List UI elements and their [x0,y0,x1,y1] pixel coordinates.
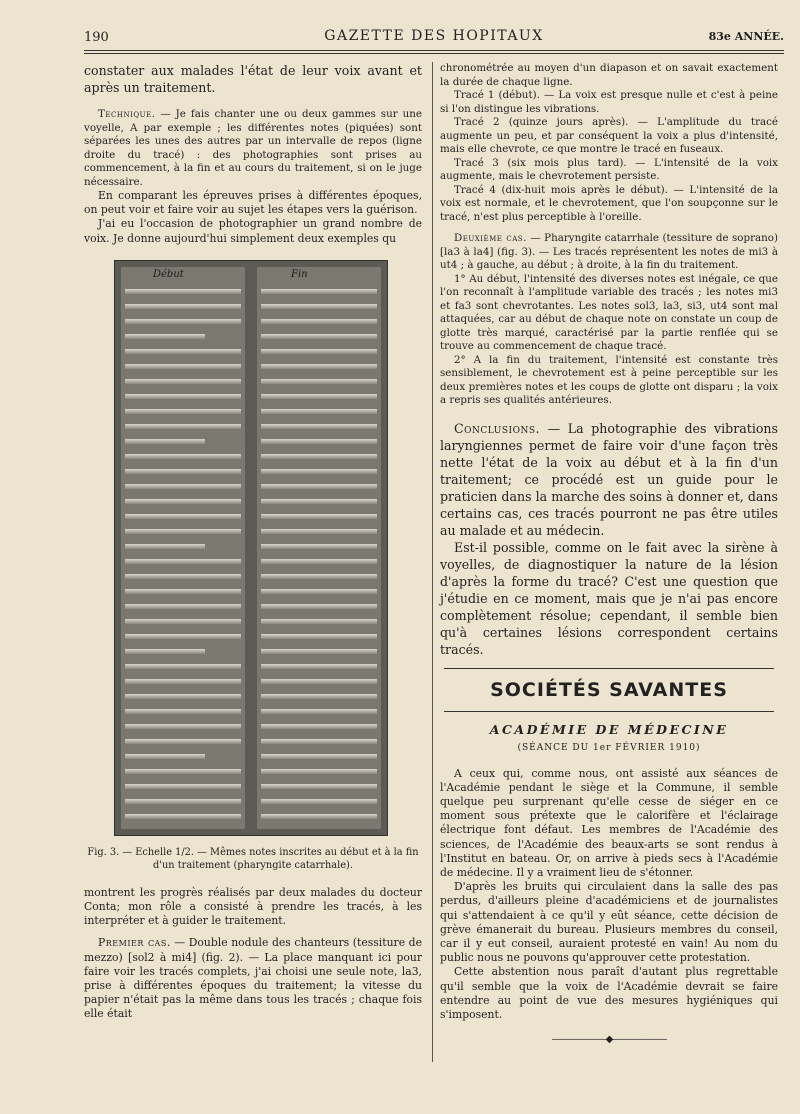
vibration-trace [125,709,241,714]
end-ornament: ——————◆—————— [551,1034,667,1046]
vibration-trace [261,364,377,369]
figure-3-photograph [114,260,388,836]
vibration-trace [261,319,377,324]
vibration-trace [261,334,377,339]
vibration-trace [261,289,377,294]
column-divider [432,62,433,1062]
vibration-trace [261,469,377,474]
left-column [84,62,422,1022]
paragraph-technique [84,108,422,189]
trace-4: Tracé 4 (dix-huit mois après le début). — L'intensité de la voix est normale, et le chevrotement, que l'on soupçonne sur le tracé, n'est plus perceptible à l'oreille. [440,183,778,223]
vibration-trace [125,784,241,789]
section-heading-societies: SOCIÉTÉS SAVANTES [490,678,728,701]
paragraph-chrono: chronométrée au moyen d'un diapason et on savait exactement la durée de chaque ligne. [440,62,778,88]
vibration-trace [125,649,205,654]
vibration-trace [125,289,241,294]
header-rule [84,50,784,51]
figure-panel-debut [121,267,245,829]
header-rule-double [84,53,784,54]
vibration-trace [125,424,241,429]
vibration-trace [261,499,377,504]
paragraph-second-case [440,232,778,273]
paragraph-question: Est-il possible, comme on le fait avec la sirène à voyelles, de diagnostiquer la nature de la lésion d'après la forme du tracé? C'est une question que j'étudie en ce moment, mais que je n'ai pas encore complètement résolue; cependant, il semble bien qu'à certaines lésions correspondent certains tracés. [440,539,778,657]
trace-3: Tracé 3 (six mois plus tard). — L'intensité de la voix augmente, mais le chevrotement persiste. [440,156,778,182]
vibration-trace [125,619,241,624]
vibration-trace [125,454,241,459]
vibration-trace [261,559,377,564]
vibration-trace [261,529,377,534]
vibration-trace [261,439,377,444]
technique-heading: Technique. [98,108,156,120]
vibration-trace [261,619,377,624]
panel-label-debut: Début [153,268,184,280]
figure-panel-fin [257,267,381,829]
vibration-trace [125,604,241,609]
paragraph-compare: En comparant les épreuves prises à différentes époques, on peut voir et faire voir au sujet les étapes vers la guérison. [84,189,422,217]
section-rule-top [444,668,774,669]
vibration-trace [125,754,205,759]
second-case-text: — Pharyngite catarrhale (tessiture de soprano) [la3 à la4] (fig. 3). — Les tracés représentent les notes de mi3 à ut4 ; à gauche, au début ; à droite, à la fin du traitement. [440,232,779,271]
conclusions-text: — La photographie des vibrations laryngiennes permet de faire voir d'une façon très nette l'état de la voix au début et à la fin d'un traitement; ce procédé est un guide pour le praticien dans la marche des soins à donner et, dans certains cas, ces tracés pourront ne pas être utiles au malade et au médecin. [440,420,778,538]
second-case-heading: Deuxième cas. [454,232,527,244]
right-column [440,62,778,1045]
paragraph-progress: montrent les progrès réalisés par deux malades du docteur Conta; mon rôle a consisté à prendre les tracés, à les interpréter et à guider le traitement. [84,885,422,928]
vibration-trace [125,304,241,309]
vibration-trace [261,814,377,819]
figure-caption: Fig. 3. — Echelle 1/2. — Mêmes notes inscrites au début et à la fin d'un traitement (pharyngite catarrhale). [87,846,419,871]
vibration-trace [125,394,241,399]
vibration-trace [261,604,377,609]
vibration-trace [261,769,377,774]
paragraph-occasion: J'ai eu l'occasion de photographier un grand nombre de voix. Je donne aujourd'hui simplement deux exemples qu [84,217,422,245]
vibration-trace [125,319,241,324]
vibration-trace [125,664,241,669]
trace-2: Tracé 2 (quinze jours après). — L'amplitude du tracé augmente un peu, et par conséquent la voix a plus d'intensité, mais elle chevrote, ce que montre le tracé en fuseaux. [440,116,778,155]
paragraph-intro: constater aux malades l'état de leur voix avant et après un traitement. [84,63,422,95]
vibration-trace [261,799,377,804]
vibration-trace [125,334,205,339]
vibration-trace [261,484,377,489]
journal-title: GAZETTE DES HOPITAUX [324,28,544,44]
academy-heading: ACADÉMIE DE MÉDECINE [489,721,729,737]
vibration-trace [261,409,377,414]
vibration-trace [125,364,241,369]
vibration-trace [261,454,377,459]
vibration-trace [261,709,377,714]
page-number: 190 [84,30,109,45]
academy-paragraph-2: D'après les bruits qui circulaient dans la salle des pas perdus, d'ailleurs pleine d'académiciens et de journalistes qui s'attendaient à ce qu'il y eût séance, cette décision de grève émanerait du bureau. Plusieurs membres du conseil, car il y eut conseil, auraient protesté en vain! Au nom du public nous ne pouvons qu'approuver cette protestation. [440,880,778,965]
section-rule-bottom [444,711,774,712]
first-case-text: — Double nodule des chanteurs (tessiture de mezzo) [sol2 à mi4] (fig. 2). — La place manquant ici pour faire voir les tracés complets, j'ai choisi une seule note, la3, prise à différentes époques du traitement; la vitesse du papier n'était pas la même dans tous les tracés ; chaque fois elle était [84,936,422,1021]
vibration-trace [125,679,241,684]
vibration-trace [261,649,377,654]
trace-1: Tracé 1 (début). — La voix est presque nulle et c'est à peine si l'on distingue les vibrations. [440,89,778,115]
year-label: 83e ANNÉE. [708,30,784,43]
vibration-trace [125,349,241,354]
vibration-trace [261,349,377,354]
vibration-trace [261,589,377,594]
session-date: (SÉANCE DU 1er FÉVRIER 1910) [517,742,701,753]
vibration-trace [125,559,241,564]
second-case-point-1: 1° Au début, l'intensité des diverses notes est inégale, ce que l'on reconnaît à l'amplitude variable des tracés ; les notes mi3 et fa3 sont chevrotantes. Les notes sol3, la3, si3, ut4 sont mal attaquées, car au début de chaque note on constate un coup de glotte très marqué, caractérisé par la partie renflée qui se trouve au commencement de chaque tracé. [440,272,778,352]
paragraph-conclusions [440,420,778,539]
vibration-trace [261,754,377,759]
vibration-trace [125,814,241,819]
vibration-trace [125,439,205,444]
vibration-trace [125,469,241,474]
vibration-trace [125,634,241,639]
technique-text: — Je fais chanter une ou deux gammes sur une voyelle, A par exemple ; les différentes notes (piquées) sont séparées les unes des autres par un intervalle de repos (ligne droite du tracé) : des photographies sont prises au commencement, à la fin et au cours du traitement, si on le juge nécessaire. [84,108,422,188]
vibration-trace [125,529,241,534]
vibration-trace [261,514,377,519]
vibration-trace [125,724,241,729]
first-case-heading: Premier cas. [98,936,171,950]
vibration-trace [261,544,377,549]
panel-label-fin: Fin [291,268,308,280]
academy-paragraph-3: Cette abstention nous paraît d'autant plus regrettable qu'il semble que la voix de l'Académie devrait se faire entendre au point de vue des mesures hygiéniques qui s'imposent. [440,965,778,1021]
vibration-trace [261,379,377,384]
vibration-trace [125,589,241,594]
vibration-trace [125,544,205,549]
vibration-trace [125,574,241,579]
vibration-trace [125,799,241,804]
second-case-point-2: 2° A la fin du traitement, l'intensité est constante très sensiblement, le chevrotement est à peine perceptible sur les deux premières notes et les coups de glotte ont disparu ; la voix a repris ses qualités antérieures. [440,353,778,406]
vibration-trace [261,304,377,309]
vibration-trace [261,739,377,744]
paragraph-first-case [84,936,422,1021]
conclusions-heading: Conclusions. [454,420,540,436]
page-header [84,28,784,46]
vibration-trace [261,424,377,429]
vibration-trace [125,409,241,414]
vibration-trace [125,769,241,774]
vibration-trace [261,784,377,789]
vibration-trace [125,694,241,699]
vibration-trace [261,694,377,699]
vibration-trace [125,739,241,744]
academy-paragraph-1: A ceux qui, comme nous, ont assisté aux séances de l'Académie pendant le siège et la Commune, il semble quelque peu surprenant qu'elle cesse de siéger en ce moment sous prétexte que le calorifère et l'éclairage électrique font défaut. Les membres de l'Académie des sciences, de l'Académie des beaux-arts se sont rendus à l'Institut en bateau. Or, on arrive à pieds secs à l'Académie de médecine. Il y a vraiment lieu de s'étonner. [440,766,778,879]
vibration-trace [261,724,377,729]
vibration-trace [125,499,241,504]
vibration-trace [261,394,377,399]
vibration-trace [125,484,241,489]
vibration-trace [261,574,377,579]
vibration-trace [261,679,377,684]
vibration-trace [261,634,377,639]
vibration-trace [261,664,377,669]
vibration-trace [125,514,241,519]
vibration-trace [125,379,241,384]
